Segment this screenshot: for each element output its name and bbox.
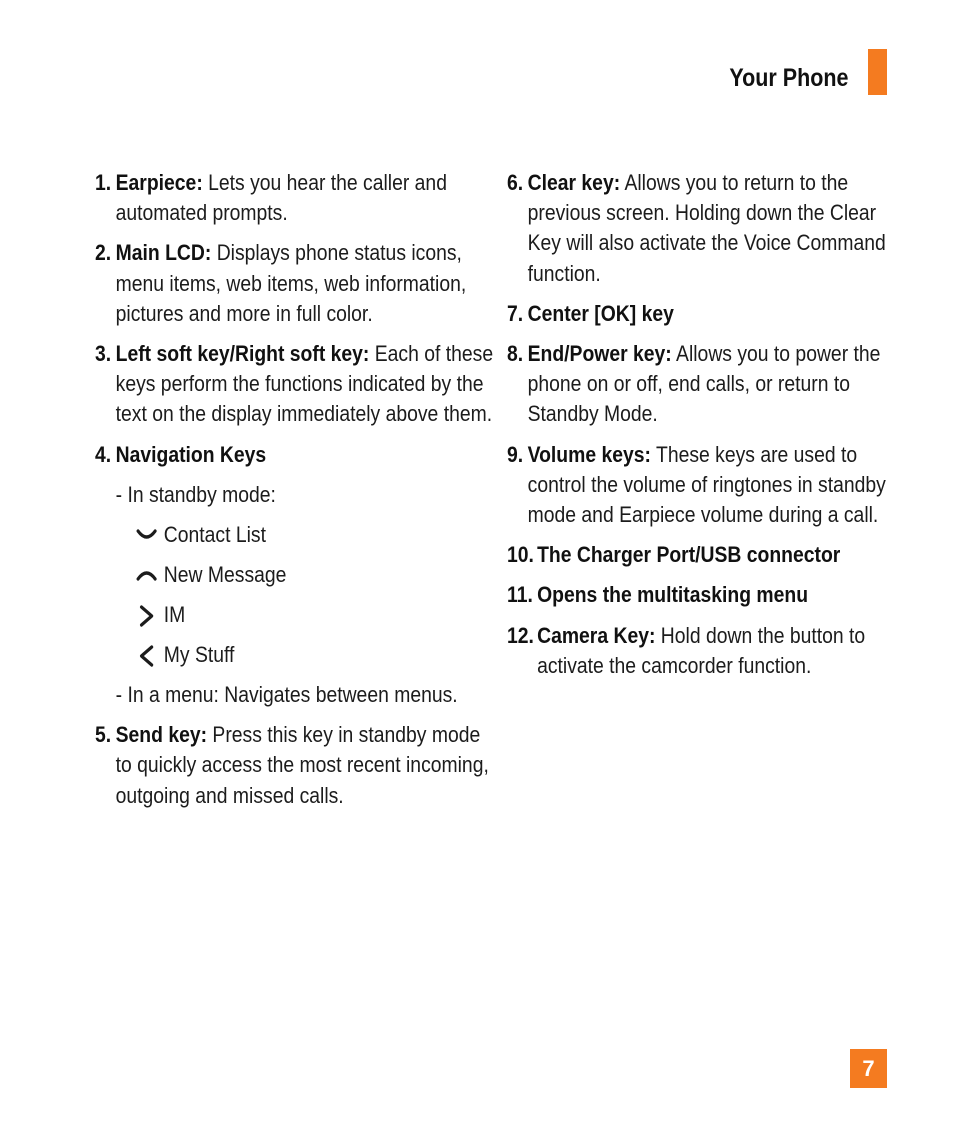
chevron-up-icon <box>136 565 157 585</box>
list-item-end-power-key <box>507 339 906 430</box>
nav-row-contact-list <box>95 520 508 550</box>
item-label: Volume keys: <box>527 441 651 467</box>
right-column <box>507 168 907 691</box>
item-number: 4. <box>95 441 112 467</box>
list-item-center-ok-key <box>507 299 906 329</box>
item-description: Allows you to return to the previous screen. Holding down the Clear Key will also activate the Voice Command function. <box>527 170 886 286</box>
section-tab-marker <box>868 49 887 95</box>
item-label: Left soft key/Right soft key: <box>115 341 370 367</box>
nav-label: Contact List <box>163 522 266 548</box>
item-label: Main LCD: <box>115 240 212 266</box>
item-description: Allows you to power the phone on or off, end calls, or return to Standby Mode. <box>527 341 881 427</box>
chevron-down-icon <box>136 525 157 545</box>
item-description: Press this key in standby mode to quickly access the most recent incoming, outgoing and missed calls. <box>115 722 489 808</box>
left-column <box>95 168 495 821</box>
nav-row-my-stuff <box>95 640 508 670</box>
list-item-camera-key <box>507 621 916 681</box>
list-item-navigation-keys <box>95 440 494 470</box>
item-number: 1. <box>95 170 112 195</box>
nav-row-im <box>95 600 508 630</box>
item-label: Send key: <box>115 722 208 748</box>
list-item-multitasking <box>507 580 916 610</box>
item-number: 12. <box>507 622 534 648</box>
item-description: Hold down the button to activate the camcorder function. <box>537 622 866 678</box>
page-number: 7 <box>850 1049 887 1088</box>
item-label: Clear key: <box>527 170 621 195</box>
item-number: 5. <box>95 722 112 748</box>
item-label: Opens the multitasking menu <box>537 582 809 608</box>
nav-label: My Stuff <box>163 642 235 668</box>
item-number: 8. <box>507 341 524 367</box>
item-number: 3. <box>95 341 112 367</box>
item-description: Each of these keys perform the functions indicated by the text on the display immediately above them. <box>115 341 494 427</box>
item-number: 9. <box>507 441 524 467</box>
item-label: The Charger Port/USB connector <box>537 542 841 568</box>
item-description: These keys are used to control the volume of ringtones in standby mode and Earpiece volume during a call. <box>527 441 886 528</box>
item-number: 10. <box>507 542 534 568</box>
item-label: End/Power key: <box>527 341 672 367</box>
item-description: Displays phone status icons, menu items, web items, web information, pictures and more in full color. <box>115 240 467 326</box>
item-number: 6. <box>507 170 524 195</box>
item-label: Navigation Keys <box>115 441 267 467</box>
section-title: Your Phone <box>728 64 848 92</box>
chevron-left-icon <box>136 645 157 667</box>
standby-mode-intro: - In standby mode: <box>115 481 276 507</box>
item-description: Lets you hear the caller and automated prompts. <box>115 170 447 226</box>
item-number: 11. <box>507 582 533 608</box>
list-item-earpiece <box>95 168 494 228</box>
list-item-main-lcd <box>95 238 494 329</box>
list-item-send-key <box>95 720 494 811</box>
item-number: 2. <box>95 240 112 266</box>
list-item-soft-keys <box>95 339 494 430</box>
item-label: Center [OK] key <box>527 300 674 326</box>
list-item-clear-key <box>507 168 906 289</box>
list-item-charger-port <box>507 540 916 570</box>
nav-label: New Message <box>163 562 287 588</box>
item-label: Camera Key: <box>537 622 656 648</box>
list-item-volume-keys <box>507 440 906 531</box>
item-number: 7. <box>507 300 524 326</box>
nav-label: IM <box>163 602 186 628</box>
item-label: Earpiece: <box>115 170 203 195</box>
nav-row-new-message <box>95 560 508 590</box>
menu-navigation-note: - In a menu: Navigates between menus. <box>115 682 458 708</box>
chevron-right-icon <box>136 605 157 627</box>
